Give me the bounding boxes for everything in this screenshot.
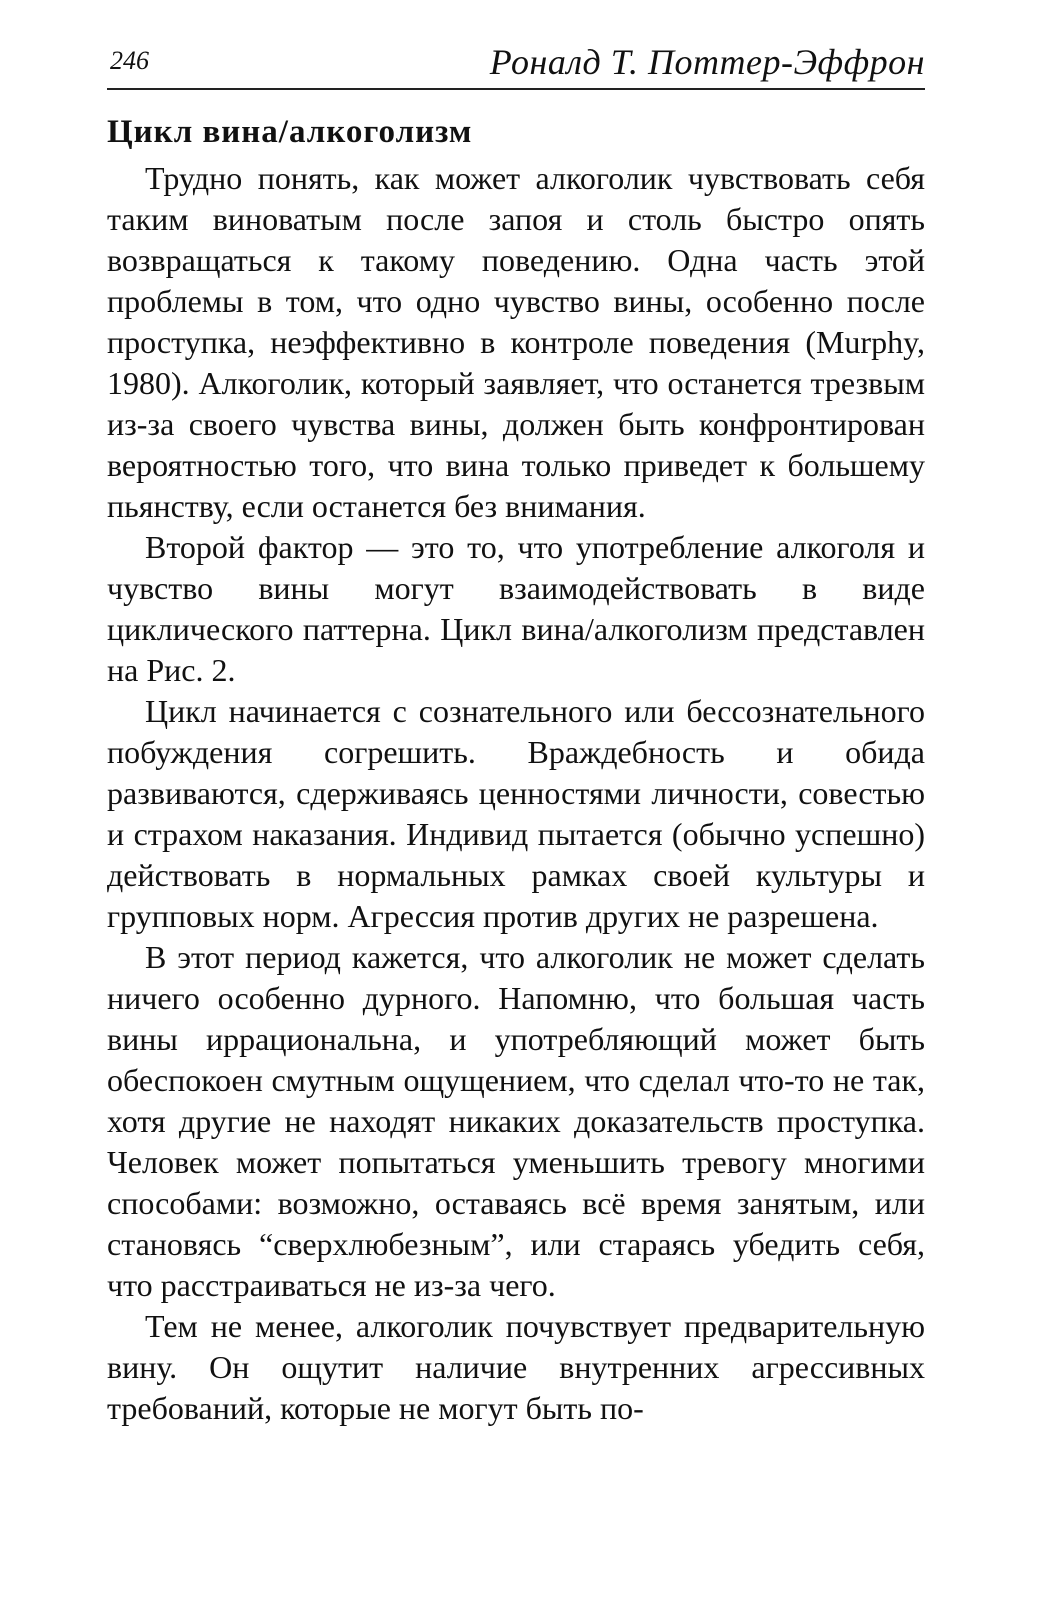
section-heading: Цикл вина/алкоголизм <box>107 114 473 150</box>
paragraph: Второй фактор — это то, что употребление алкоголя и чувство вины могут взаимодействовать в виде циклического паттерна. Цикл вина/алкоголизм представлен на Рис. 2. <box>107 529 925 688</box>
paragraph: В этот период кажется, что алкоголик не может сделать ничего особенно дурного. Напомню, что большая часть вины иррациональна, и употребляющий может быть обеспокоен смутным ощущением, что сделал что-то не так, хотя другие не находят никаких доказательств проступка. Человек может попытаться уменьшить тревогу многими способами: возможно, оставаясь всё время занятым, или становясь “сверхлюбезным”, или стараясь убедить себя, что расстраиваться не из-за чего. <box>107 939 925 1303</box>
running-head-author: Роналд Т. Поттер-Эффрон <box>489 42 925 82</box>
body-text <box>107 158 925 1429</box>
book-page <box>107 40 925 1429</box>
paragraph: Цикл начинается с сознательного или бессознательного побуждения согрешить. Враждебность и обида развиваются, сдерживаясь ценностями личности, совестью и страхом наказания. Индивид пытается (обычно успешно) действовать в нормальных рамках своей культуры и групповых норм. Агрессия против других не разрешена. <box>107 693 925 934</box>
running-head <box>107 40 925 90</box>
page-number: 246 <box>110 46 149 75</box>
paragraph: Трудно понять, как может алкоголик чувствовать себя таким виноватым после запоя и столь быстро опять возвращаться к такому поведению. Одна часть этой проблемы в том, что одно чувство вины, особенно после проступка, неэффективно в контроле поведения (Murphy, 1980). Алкоголик, который заявляет, что останется трезвым из-за своего чувства вины, должен быть конфронтирован вероятностью того, что вина только приведет к большему пьянству, если останется без внимания. <box>107 160 925 524</box>
paragraph: Тем не менее, алкоголик почувствует предварительную вину. Он ощутит наличие внутренних агрессивных требований, которые не могут быть по- <box>107 1308 925 1426</box>
